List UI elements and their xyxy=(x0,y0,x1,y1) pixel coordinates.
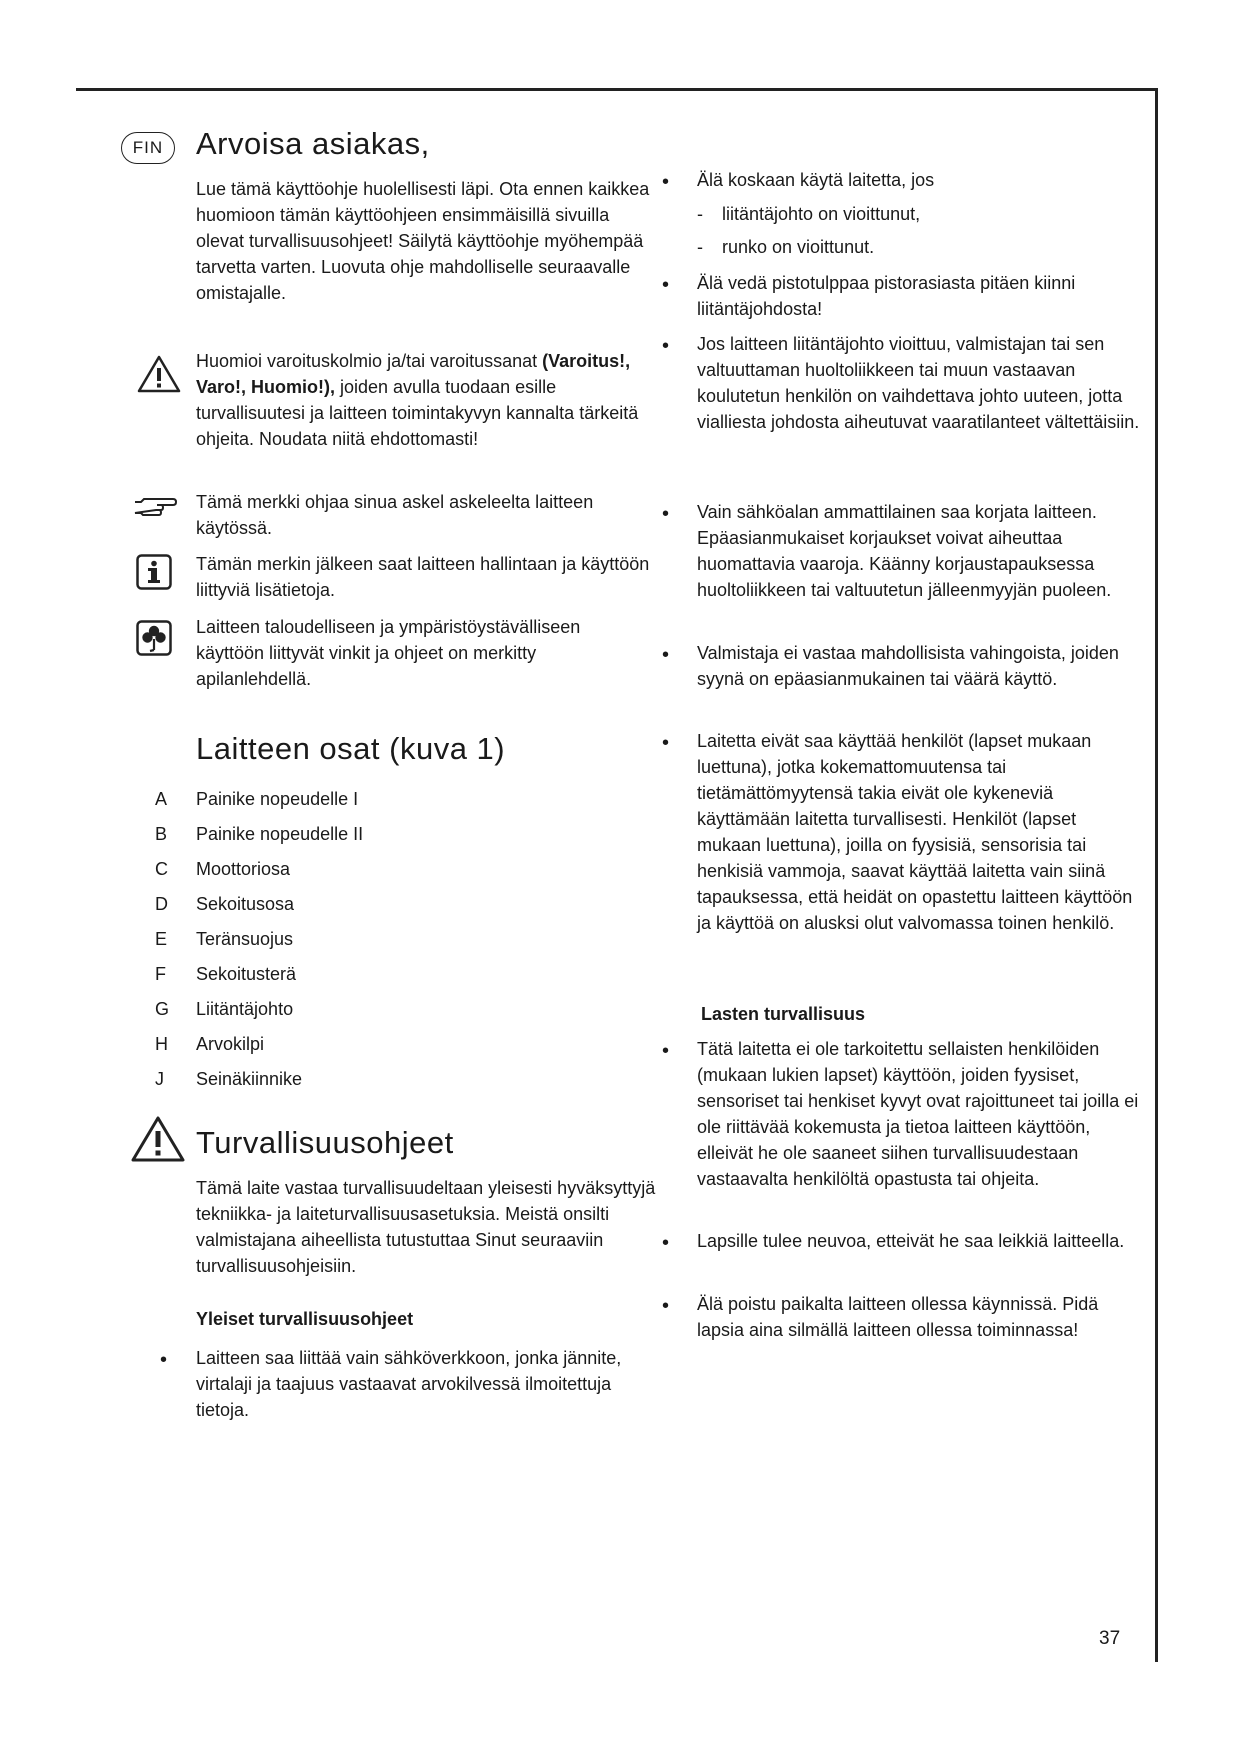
part-letter: F xyxy=(155,964,166,984)
part-letter: H xyxy=(155,1034,168,1054)
part-letter: A xyxy=(155,789,168,809)
general-safety-title: Yleiset turvallisuusohjeet xyxy=(196,1309,414,1329)
part-name: Seinäkiinnike xyxy=(196,1069,303,1089)
right-sub-1: liitäntäjohto on vioittunut, xyxy=(722,204,921,224)
bullet-icon: • xyxy=(662,274,670,296)
bullet-icon: • xyxy=(160,1349,168,1371)
bullet-icon: • xyxy=(662,732,670,754)
eco-note: Laitteen taloudelliseen ja ympäristöystävälliseen käyttöön liittyvät vinkit ja ohjeet on merkitty apilanlehdellä. xyxy=(196,617,581,689)
general-safety-bullet: Laitteen saa liittää vain sähköverkkoon, jonka jännite, virtalaji ja taajuus vastaavat arvokilvessä ilmoitettuja tietoja. xyxy=(196,1348,622,1420)
right-rule xyxy=(1155,88,1158,1662)
intro-title: Arvoisa asiakas, xyxy=(196,126,430,161)
dash-icon: - xyxy=(697,204,703,224)
info-note: Tämän merkin jälkeen saat laitteen hallintaan ja käyttöön liittyviä lisätietoja. xyxy=(196,554,650,600)
safety-intro: Tämä laite vastaa turvallisuudeltaan yleisesti hyväksyttyjä tekniikka- ja laiteturvallisuusasetuksia. Meistä onsilti valmistajana aiheellista tutustuttaa Sinut seuraaviin turvallisuusohjeisiin. xyxy=(196,1178,656,1276)
bullet-icon: • xyxy=(662,1232,670,1254)
part-name: Teränsuojus xyxy=(196,929,294,949)
bullet-icon: • xyxy=(662,335,670,357)
part-name: Painike nopeudelle I xyxy=(196,789,359,809)
right-bullet-6: Laitetta eivät saa käyttää henkilöt (lapset mukaan luettuna), jotka kokemattomuutensa tai tietämättömyytensä takia eivät ole kykeneviä käyttämään laitetta turvallisesti. Henkilöt (lapset mukaan luettuna), joilla on fyysisiä, sensorisia tai henkisiä vammoja, saavat käyttää laitetta vain siinä tapauksessa, että heidät on opastettu laitteen käyttöön ja käyttöä on alusksi olut valvomassa toinen henkilö. xyxy=(697,731,1133,933)
intro-paragraph: Lue tämä käyttöohje huolellisesti läpi. Ota ennen kaikkea huomioon tämän käyttöohjeen ensimmäisillä sivuilla olevat turvallisuusohjeet! Säilytä käyttöohje myöhempää tarvetta varten. Luovuta ohje mahdolliselle seuraavalle omistajalle. xyxy=(196,179,650,303)
bullet-icon: • xyxy=(662,171,670,193)
right-bullet-2: Älä vedä pistotulppaa pistorasiasta pitäen kiinni liitäntäjohdosta! xyxy=(697,273,1076,319)
page-number: 37 xyxy=(1099,1628,1121,1649)
right-bullet-4: Vain sähköalan ammattilainen saa korjata laitteen. Epäasianmukaiset korjaukset voivat aiheuttaa huomattavia vaaroja. Käänny korjaustapauksessa huoltoliikkeen tai valtuutetun jälleenmyyjän puoleen. xyxy=(697,502,1112,600)
part-letter: E xyxy=(155,929,168,949)
safety-title: Turvallisuusohjeet xyxy=(196,1125,454,1160)
bullet-icon: • xyxy=(662,644,670,666)
top-rule xyxy=(76,88,1156,91)
part-name: Liitäntäjohto xyxy=(196,999,294,1019)
warning-note xyxy=(196,348,651,452)
right-bullet-3: Jos laitteen liitäntäjohto vioittuu, valmistajan tai sen valtuuttaman huoltoliikkeen tai muun vastaavan koulutetun henkilön on vaihdettava johto uuteen, jotta vialliesta johdosta aiheutuvat vaaratilanteet vältettäisiin. xyxy=(697,334,1140,432)
right-sub-2: runko on vioittunut. xyxy=(722,237,875,257)
right-bullet-5: Valmistaja ei vastaa mahdollisista vahingoista, joiden syynä on epäasianmukainen tai väärä käyttö. xyxy=(697,643,1119,689)
right-bullet-1: Älä koskaan käytä laitetta, jos xyxy=(697,170,935,190)
part-letter: D xyxy=(155,894,168,914)
part-letter: B xyxy=(155,824,168,844)
bullet-icon: • xyxy=(662,1295,670,1317)
part-name: Sekoitusterä xyxy=(196,964,297,984)
part-letter: C xyxy=(155,859,168,879)
right-bullet-7: Tätä laitetta ei ole tarkoitettu sellaisten henkilöiden (mukaan lukien lapset) käyttöön, joiden fyysiset, sensoriset tai henkiset kyvyt ovat rajoittuneet tai joilla ei ole riittävää kokemusta ja tietoa laitteen käyttöön, elleivät he ole saaneet siihen turvallisuudestaan vastaavalta henkilöltä opastusta tai ohjeita. xyxy=(697,1039,1139,1189)
pointing-hand-icon xyxy=(133,495,177,517)
right-bullet-9: Älä poistu paikalta laitteen ollessa käynnissä. Pidä lapsia aina silmällä laitteen ollessa toiminnassa! xyxy=(697,1294,1099,1340)
language-badge: FIN xyxy=(121,132,175,164)
warning-triangle-icon xyxy=(136,354,182,394)
warning-note-text-1: Huomioi varoituskolmio ja/tai varoitussanat xyxy=(196,351,543,371)
part-letter: G xyxy=(155,999,170,1019)
part-name: Painike nopeudelle II xyxy=(196,824,364,844)
parts-title: Laitteen osat (kuva 1) xyxy=(196,731,506,766)
children-safety-title: Lasten turvallisuus xyxy=(701,1004,866,1024)
part-letter: J xyxy=(155,1069,164,1089)
bullet-icon: • xyxy=(662,503,670,525)
part-name: Moottoriosa xyxy=(196,859,291,879)
warning-triangle-icon xyxy=(130,1115,186,1163)
part-name: Arvokilpi xyxy=(196,1034,265,1054)
hand-note: Tämä merkki ohjaa sinua askel askeleelta laitteen käytössä. xyxy=(196,492,594,538)
info-icon xyxy=(136,554,172,590)
warning-note-text-2: joiden avulla tuodaan esille turvallisuutesi ja laitteen toimintakyvyn kannalta tärkeitä ohjeita. Noudata niitä ehdottomasti! xyxy=(196,377,639,449)
dash-icon: - xyxy=(697,237,703,257)
part-name: Sekoitusosa xyxy=(196,894,295,914)
clover-leaf-icon xyxy=(136,620,172,656)
right-bullet-8: Lapsille tulee neuvoa, etteivät he saa leikkiä laitteella. xyxy=(697,1231,1125,1251)
bullet-icon: • xyxy=(662,1040,670,1062)
warning-words: (Varoitus!, Varo!, Huomio!), xyxy=(196,351,631,397)
